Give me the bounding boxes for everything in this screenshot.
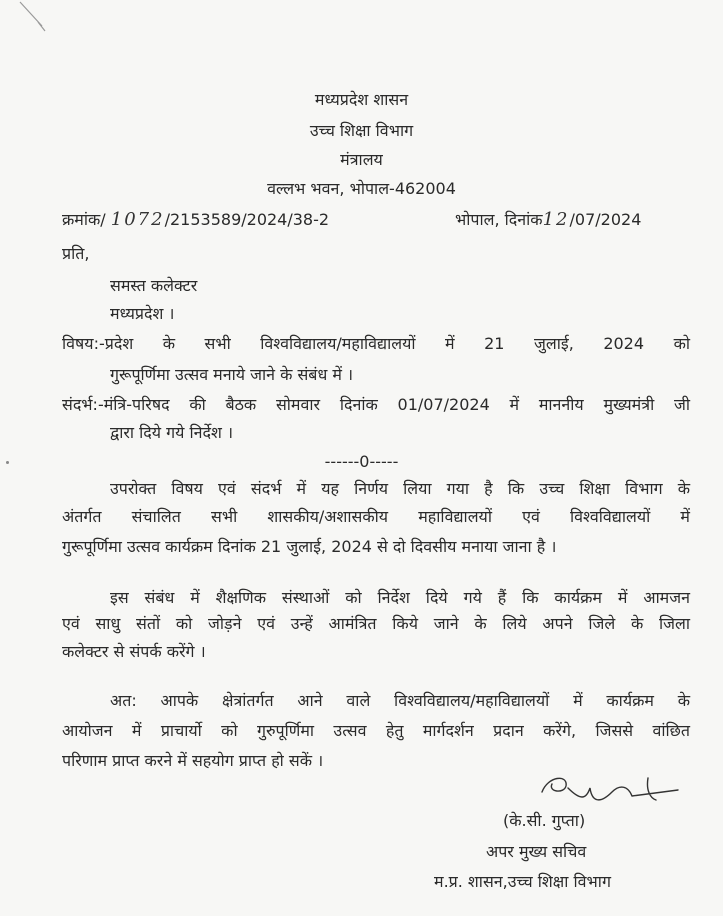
header-address: वल्लभ भवन, भोपाल-462004 (267, 179, 456, 198)
ref-code: /2153589/2024/38-2 (164, 210, 330, 229)
handwritten-number: 1072 (110, 209, 165, 230)
separator: ------0----- (324, 452, 399, 471)
para3-line2: आयोजन में प्राचार्यो को गुरुपूर्णिमा उत्सव हेतु मार्गदर्शन प्रदान करेंगे, जिससे वांछित (62, 721, 690, 740)
prati: प्रति, (62, 244, 90, 263)
subject-line2: गुरूपूर्णिमा उत्सव मनाये जाने के संबंध में । (110, 365, 354, 384)
place-date (455, 209, 641, 231)
corner-pen-mark (18, 0, 48, 34)
reference-line1: संदर्भ:-मंत्रि-परिषद की बैठक सोमवार दिनांक 01/07/2024 में माननीय मुख्यमंत्री जी (62, 395, 690, 414)
reference-number (62, 209, 329, 231)
para1-line2: अंतर्गत संचालित सभी शासकीय/अशासकीय महाविद्यालयों एवं विश्वविद्यालयों में (62, 507, 690, 526)
reference-line2: द्वारा दिये गये निर्देश । (110, 423, 234, 442)
signatory-designation: अपर मुख्य सचिव (486, 842, 587, 861)
handwritten-day: 12 (542, 209, 570, 230)
place-date-prefix: भोपाल, दिनांक (455, 210, 543, 229)
ref-label: क्रमांक/ (62, 210, 106, 229)
date-suffix: /07/2024 (569, 210, 642, 229)
header-department: उच्च शिक्षा विभाग (309, 121, 414, 140)
signatory-department: म.प्र. शासन,उच्च शिक्षा विभाग (434, 872, 611, 891)
para3-line1: अत: आपके क्षेत्रांतर्गत आने वाले विश्वविद्यालय/महाविद्यालयों में कार्यक्रम के (110, 691, 690, 710)
header-government: मध्यप्रदेश शासन (314, 90, 409, 109)
para1-line3: गुरूपूर्णिमा उत्सव कार्यक्रम दिनांक 21 जुलाई, 2024 से दो दिवसीय मनाया जाना है । (62, 537, 557, 556)
margin-speck (6, 461, 9, 464)
para2-line3: कलेक्टर से संपर्क करेंगे । (62, 642, 206, 661)
para1-line1: उपरोक्त विषय एवं संदर्भ में यह निर्णय लिया गया है कि उच्च शिक्षा विभाग के (110, 479, 690, 498)
para3-line3: परिणाम प्राप्त करने में सहयोग प्राप्त हो सकें । (62, 751, 324, 770)
addressee-line1: समस्त कलेक्टर (110, 276, 198, 295)
para2-line2: एवं साधु संतों को जोड़ने एवं उन्हें आमंत्रित किये जाने के लिये अपने जिले के जिला (62, 614, 690, 633)
signatory-name: (के.सी. गुप्ता) (503, 811, 586, 830)
para2-line1: इस संबंध में शैक्षणिक संस्थाओं को निर्देश दिये गये हैं कि कार्यक्रम में आमजन (110, 588, 690, 607)
subject-line1: विषय:-प्रदेश के सभी विश्वविद्यालय/महाविद्यालयों में 21 जुलाई, 2024 को (62, 334, 690, 353)
header-ministry: मंत्रालय (340, 150, 383, 169)
addressee-line2: मध्यप्रदेश । (110, 304, 175, 323)
